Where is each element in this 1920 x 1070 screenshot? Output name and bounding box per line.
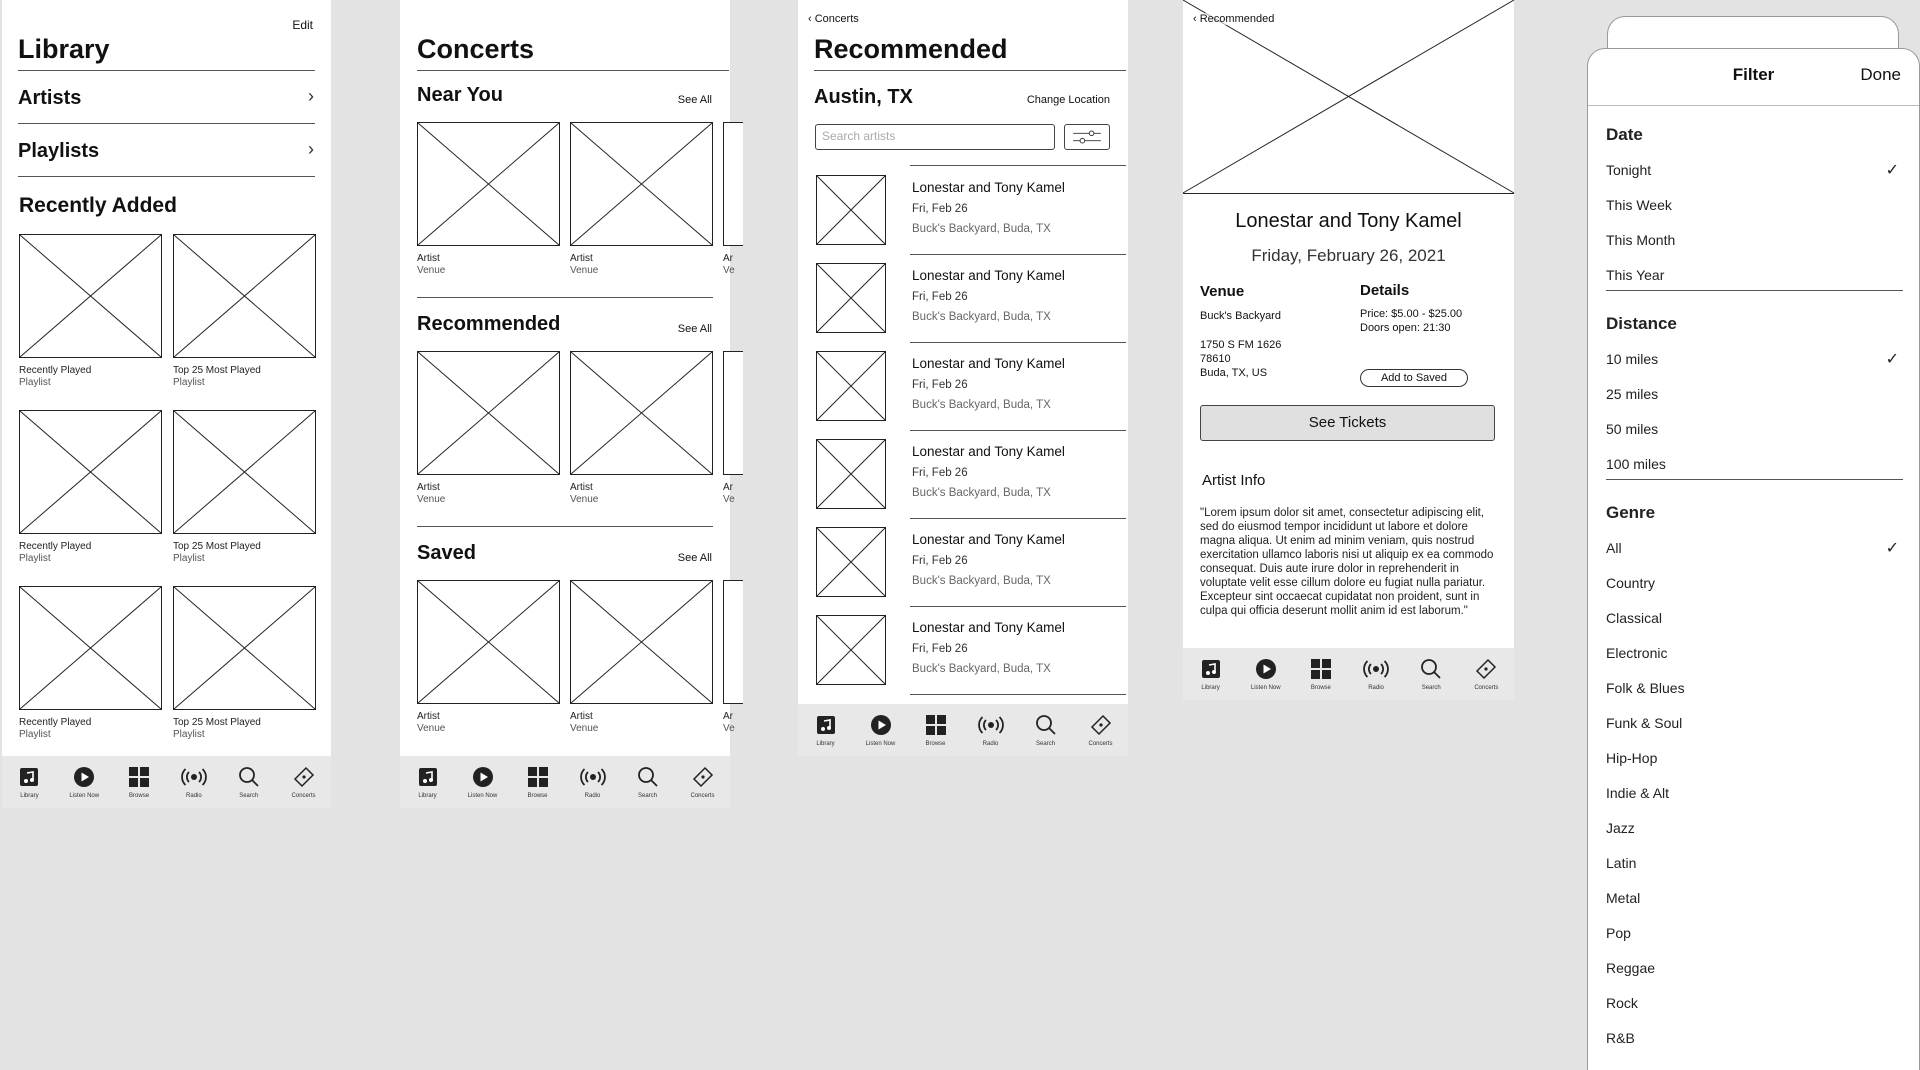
divider (910, 254, 1126, 255)
divider (417, 526, 713, 527)
filter-option-label: 25 miles (1606, 386, 1659, 402)
tab-concerts[interactable] (1076, 712, 1126, 747)
divider (417, 70, 729, 71)
divider (1588, 105, 1919, 106)
tab-radio[interactable] (568, 764, 618, 799)
event-name: Lonestar and Tony Kamel (912, 532, 1065, 547)
event-name: Lonestar and Tony Kamel (912, 356, 1065, 371)
divider (18, 176, 315, 177)
chevron-right-icon: › (308, 139, 314, 159)
venue-address-line1: 1750 S FM 1626 (1200, 339, 1282, 351)
tab-concerts[interactable] (1461, 656, 1511, 691)
ticket-icon (1473, 656, 1499, 682)
event-detail-screen (1183, 0, 1514, 700)
tile-subtitle: Playlist (19, 377, 51, 388)
filter-option-label: Metal (1606, 890, 1641, 906)
tab-label: Search (1035, 741, 1055, 747)
filter-sheet (1587, 48, 1920, 1070)
tab-search[interactable] (1021, 712, 1071, 747)
card-artist: Artist (570, 253, 593, 264)
radio-icon (1363, 656, 1389, 682)
section-heading: Recommended (417, 313, 561, 335)
ticket-icon (690, 764, 716, 790)
divider (910, 694, 1126, 695)
tab-library[interactable] (801, 712, 851, 747)
event-venue: Buck's Backyard, Buda, TX (912, 223, 1051, 235)
tab-radio[interactable] (1351, 656, 1401, 691)
filter-option-label: 10 miles (1606, 351, 1659, 367)
event-name: Lonestar and Tony Kamel (912, 268, 1065, 283)
tab-concerts[interactable] (279, 764, 329, 799)
play-icon (71, 764, 97, 790)
tab-label: Search (637, 793, 657, 799)
divider (910, 165, 1126, 166)
tab-library[interactable] (4, 764, 54, 799)
tab-library[interactable] (403, 764, 453, 799)
tab-label: Concerts (291, 793, 316, 799)
grid-icon (525, 764, 551, 790)
search-icon (236, 764, 262, 790)
venue-address-line2: 78610 (1200, 353, 1231, 365)
tab-search[interactable] (224, 764, 274, 799)
divider (18, 123, 315, 124)
tab-label: Concerts (1088, 741, 1113, 747)
library-screen (2, 0, 331, 808)
artwork-placeholder (723, 580, 743, 704)
divider (910, 430, 1126, 431)
filter-option-label: Electronic (1606, 645, 1668, 661)
library-icon (415, 764, 441, 790)
card-venue: Ve (723, 494, 735, 505)
divider (417, 297, 713, 298)
tile-title: Top 25 Most Played (173, 541, 261, 552)
checkmark-icon: ✓ (1885, 162, 1899, 179)
artwork-placeholder (417, 351, 560, 475)
card-venue: Venue (417, 723, 446, 734)
event-date: Fri, Feb 26 (912, 643, 968, 655)
card-artist: Artist (417, 482, 440, 493)
filter-option-label: R&B (1606, 1030, 1635, 1046)
chevron-left-icon: ‹ (808, 13, 812, 25)
tab-browse[interactable] (911, 712, 961, 747)
page-title: Concerts (417, 34, 535, 64)
tab-concerts[interactable] (678, 764, 728, 799)
filter-option-label: Hip-Hop (1606, 750, 1658, 766)
card-venue: Ve (723, 265, 735, 276)
event-venue: Buck's Backyard, Buda, TX (912, 575, 1051, 587)
back-button[interactable] (1193, 13, 1274, 25)
tab-label: Radio (186, 793, 202, 799)
tab-browse[interactable] (114, 764, 164, 799)
tab-label: Listen Now (69, 793, 100, 799)
filter-option-label: Indie & Alt (1606, 785, 1670, 801)
filter-button[interactable] (1064, 124, 1110, 150)
see-all-link[interactable]: See All (677, 552, 712, 564)
artwork-placeholder (19, 586, 162, 710)
tab-label: Browse (129, 793, 150, 799)
filter-title: Filter (1732, 65, 1775, 84)
tab-listen-now[interactable] (458, 764, 508, 799)
tab-browse[interactable] (513, 764, 563, 799)
tab-search[interactable] (1406, 656, 1456, 691)
card-venue: Venue (570, 723, 599, 734)
edit-button[interactable]: Edit (292, 18, 313, 32)
tile-subtitle: Playlist (173, 729, 205, 740)
section-heading: Near You (417, 84, 503, 106)
divider (910, 606, 1126, 607)
tab-listen-now[interactable] (1241, 656, 1291, 691)
add-to-saved-button[interactable]: Add to Saved (1360, 369, 1468, 387)
library-icon (16, 764, 42, 790)
page-title: Recommended (814, 34, 1008, 64)
change-location-link[interactable]: Change Location (1026, 94, 1110, 106)
tile-title: Top 25 Most Played (173, 365, 261, 376)
tile-title: Recently Played (19, 717, 92, 728)
artwork-placeholder (417, 122, 560, 246)
filter-option-label: Tonight (1606, 162, 1652, 178)
back-button[interactable] (808, 13, 859, 25)
done-button[interactable]: Done (1860, 65, 1901, 84)
event-title: Lonestar and Tony Kamel (1235, 210, 1462, 232)
tab-label: Browse (527, 793, 548, 799)
filter-option-label: Country (1606, 575, 1656, 591)
tab-listen-now[interactable] (856, 712, 906, 747)
genre-heading: Genre (1606, 503, 1656, 522)
event-venue: Buck's Backyard, Buda, TX (912, 663, 1051, 675)
tab-label: Search (1421, 685, 1441, 691)
artwork-placeholder (173, 586, 316, 710)
distance-heading: Distance (1606, 314, 1677, 333)
tab-label: Listen Now (467, 793, 498, 799)
tab-bar (400, 756, 730, 808)
card-artist: Ar (723, 482, 733, 493)
tab-label: Search (239, 793, 259, 799)
card-artist: Artist (417, 711, 440, 722)
tab-label: Radio (1368, 685, 1384, 691)
tile-title: Recently Played (19, 541, 92, 552)
tab-label: Radio (584, 793, 601, 799)
event-thumbnail-placeholder (816, 263, 886, 333)
grid-icon (923, 712, 949, 738)
event-date: Friday, February 26, 2021 (1251, 246, 1446, 265)
venue-heading: Venue (1200, 283, 1245, 300)
card-artist: Artist (570, 711, 593, 722)
see-all-link[interactable]: See All (677, 94, 712, 106)
filter-option-label: Latin (1606, 855, 1637, 871)
playlists-label: Playlists (18, 140, 100, 162)
play-icon (1253, 656, 1279, 682)
tab-label: Library (418, 793, 437, 799)
event-date: Fri, Feb 26 (912, 467, 968, 479)
artwork-placeholder (723, 122, 743, 246)
event-name: Lonestar and Tony Kamel (912, 180, 1065, 195)
artwork-placeholder (173, 410, 316, 534)
date-heading: Date (1606, 125, 1643, 144)
radio-icon (978, 712, 1004, 738)
card-venue: Ve (723, 723, 735, 734)
tile-subtitle: Playlist (173, 553, 205, 564)
artwork-placeholder (19, 234, 162, 358)
tile-subtitle: Playlist (19, 729, 51, 740)
event-venue: Buck's Backyard, Buda, TX (912, 399, 1051, 411)
search-input[interactable]: Search artists (815, 124, 1055, 150)
card-venue: Venue (570, 494, 599, 505)
event-venue: Buck's Backyard, Buda, TX (912, 487, 1051, 499)
venue-name: Buck's Backyard (1200, 310, 1281, 322)
ticket-icon (291, 764, 317, 790)
tab-browse[interactable] (1296, 656, 1346, 691)
event-venue: Buck's Backyard, Buda, TX (912, 311, 1051, 323)
filter-option-label: This Week (1606, 197, 1672, 213)
card-venue: Venue (417, 494, 446, 505)
tile-subtitle: Playlist (173, 377, 205, 388)
artist-info-heading: Artist Info (1202, 472, 1266, 489)
tab-search[interactable] (623, 764, 673, 799)
divider (18, 70, 315, 71)
filter-option-label: Jazz (1606, 820, 1635, 836)
library-icon (1198, 656, 1224, 682)
artists-row[interactable] (18, 78, 318, 122)
tab-label: Listen Now (1250, 685, 1281, 691)
tab-label: Library (816, 741, 835, 747)
tab-label: Concerts (1474, 685, 1499, 691)
back-label: Concerts (814, 13, 859, 25)
venue-address-line3: Buda, TX, US (1200, 367, 1268, 379)
search-icon (635, 764, 661, 790)
event-date: Fri, Feb 26 (912, 203, 968, 215)
tab-radio[interactable] (966, 712, 1016, 747)
card-venue: Venue (417, 265, 446, 276)
tab-label: Library (20, 793, 39, 799)
tab-label: Browse (925, 741, 946, 747)
artwork-placeholder (19, 410, 162, 534)
location-label: Austin, TX (814, 86, 913, 108)
filter-option-label: Funk & Soul (1606, 715, 1683, 731)
doors-text: Doors open: 21:30 (1360, 322, 1451, 334)
library-icon (813, 712, 839, 738)
filter-screen (1587, 0, 1920, 1070)
artwork-placeholder (173, 234, 316, 358)
card-venue: Venue (570, 265, 599, 276)
tab-label: Browse (1310, 685, 1331, 691)
card-artist: Ar (723, 711, 733, 722)
chevron-right-icon: › (308, 86, 314, 106)
filter-option-label: Classical (1606, 610, 1663, 626)
event-name: Lonestar and Tony Kamel (912, 444, 1065, 459)
grid-icon (126, 764, 152, 790)
see-all-link[interactable]: See All (677, 323, 712, 335)
checkmark-icon: ✓ (1885, 351, 1899, 368)
event-name: Lonestar and Tony Kamel (912, 620, 1065, 635)
tab-bar (2, 756, 331, 808)
concerts-screen (400, 0, 735, 808)
search-icon (1418, 656, 1444, 682)
filter-option-label: Folk & Blues (1606, 680, 1685, 696)
event-thumbnail-placeholder (816, 175, 886, 245)
chevron-left-icon: ‹ (1193, 13, 1197, 25)
recently-added-heading: Recently Added (19, 194, 177, 217)
checkmark-icon: ✓ (1885, 540, 1899, 557)
divider (910, 342, 1126, 343)
artwork-placeholder (417, 580, 560, 704)
card-artist: Artist (570, 482, 593, 493)
event-date: Fri, Feb 26 (912, 291, 968, 303)
tab-bar (1183, 648, 1514, 700)
card-artist: Artist (417, 253, 440, 264)
radio-icon (580, 764, 606, 790)
divider (814, 70, 1126, 71)
filter-option-label: This Month (1606, 232, 1676, 248)
tile-title: Recently Played (19, 365, 92, 376)
artist-info-text: "Lorem ipsum dolor sit amet, consectetur adipiscing elit, sed do eiusmod tempor incididunt ut labore et dolore magna aliqua. Ut enim ad minim veniam, quis nostrud exercitation ullamco laboris nisi ut aliquip ex ea commodo consequat. Duis aute irure dolor in reprehenderit in voluptate velit esse cillum dolore eu fugiat nulla pariatur. Excepteur sint occaecat cupidatat non proident, sunt in culpa qui officia deserunt mollit anim id est laborum." (1200, 507, 1494, 617)
sliders-icon (1065, 125, 1109, 149)
playlists-row[interactable] (18, 131, 318, 175)
tab-library[interactable] (1186, 656, 1236, 691)
search-icon (1033, 712, 1059, 738)
tab-label: Library (1201, 685, 1220, 691)
filter-option-label: 100 miles (1606, 456, 1666, 472)
divider (1606, 479, 1903, 480)
divider (1606, 290, 1903, 291)
hero-image-placeholder (1183, 0, 1514, 194)
radio-icon (181, 764, 207, 790)
tile-subtitle: Playlist (19, 553, 51, 564)
play-icon (470, 764, 496, 790)
filter-option-label: Rock (1606, 995, 1638, 1011)
artwork-placeholder (570, 122, 713, 246)
page-title: Library (18, 34, 110, 64)
filter-option-label: This Year (1606, 267, 1665, 283)
tab-label: Concerts (690, 793, 715, 799)
tab-label: Radio (982, 741, 999, 747)
section-heading: Saved (417, 542, 476, 564)
price-text: Price: $5.00 - $25.00 (1360, 308, 1463, 320)
artwork-placeholder (723, 351, 743, 475)
divider (910, 518, 1126, 519)
tile-title: Top 25 Most Played (173, 717, 261, 728)
back-label: Recommended (1199, 13, 1275, 25)
artists-label: Artists (18, 87, 82, 109)
artwork-placeholder (570, 580, 713, 704)
play-icon (868, 712, 894, 738)
event-thumbnail-placeholder (816, 615, 886, 685)
filter-option-label: All (1606, 540, 1622, 556)
event-date: Fri, Feb 26 (912, 555, 968, 567)
tab-radio[interactable] (169, 764, 219, 799)
event-thumbnail-placeholder (816, 527, 886, 597)
event-thumbnail-placeholder (816, 351, 886, 421)
tab-listen-now[interactable] (59, 764, 109, 799)
filter-option-label: 50 miles (1606, 421, 1659, 437)
ticket-icon (1088, 712, 1114, 738)
filter-option-label: Reggae (1606, 960, 1656, 976)
grid-icon (1308, 656, 1334, 682)
recommended-screen (798, 0, 1128, 756)
tab-bar (798, 704, 1128, 756)
event-date: Fri, Feb 26 (912, 379, 968, 391)
see-tickets-button[interactable]: See Tickets (1200, 405, 1495, 441)
tab-label: Listen Now (865, 741, 896, 747)
artwork-placeholder (570, 351, 713, 475)
details-heading: Details (1360, 282, 1410, 299)
event-thumbnail-placeholder (816, 439, 886, 509)
card-artist: Ar (723, 253, 733, 264)
filter-option-label: Pop (1606, 925, 1631, 941)
